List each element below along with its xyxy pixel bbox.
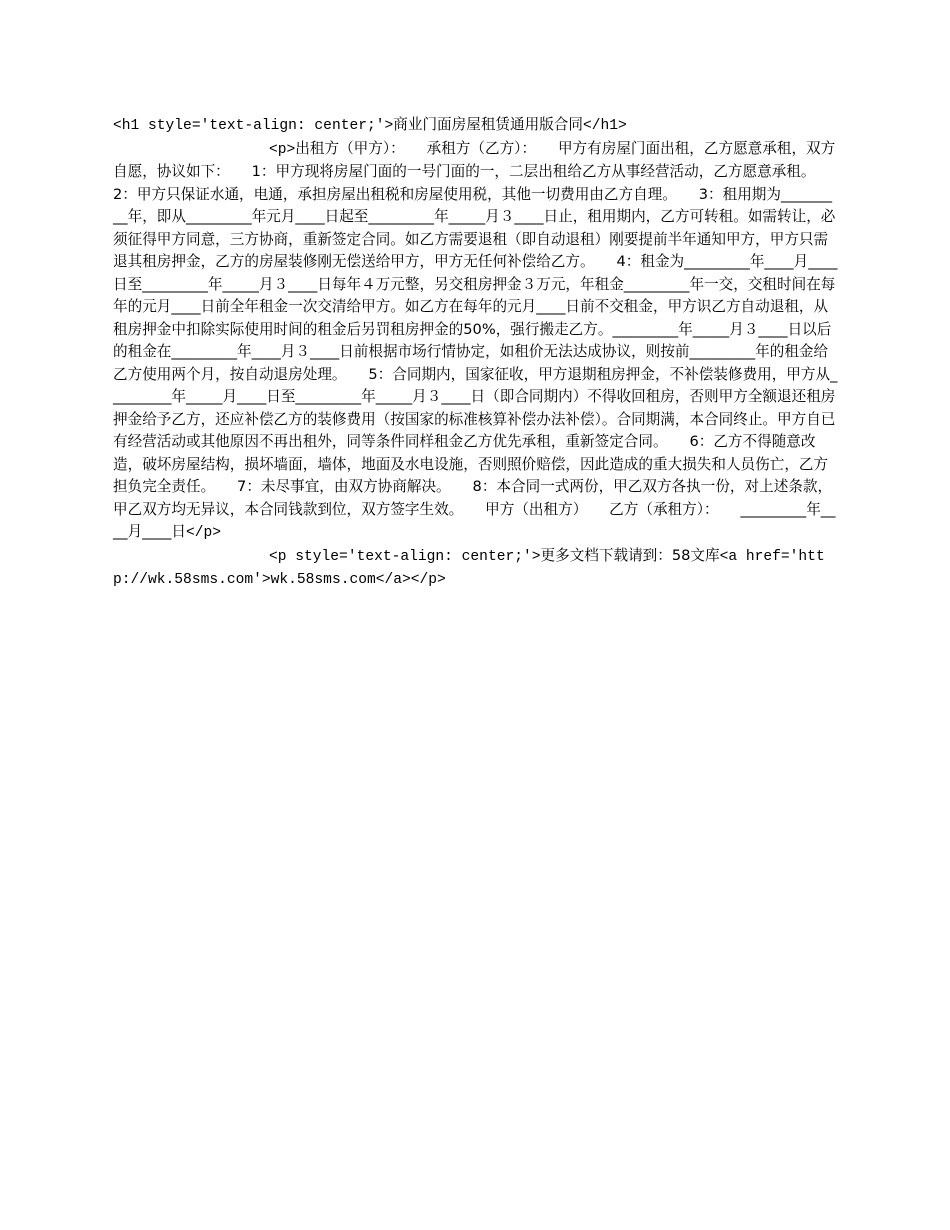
heading-line	[113, 114, 839, 138]
document-title: 商业门面房屋租赁通用版合同	[393, 116, 583, 133]
body-open-tag: <p>	[269, 141, 296, 158]
contract-body-text: 出租方（甲方）： 承租方（乙方）： 甲方有房屋门面出租，乙方愿意承租，双方自愿，协议如下： 1：甲方现将房屋门面的一号门面的一，二层出租给乙方从事经营活动，乙方愿意承租。 2：甲方只保证水通，电通，承担房屋出租税和房屋使用税，其他一切费用由乙方自理。 3：租用期为_________年，即从_________年元月____日起至_________年_____月３____日止，租用期内，乙方可转租。如需转让，必须征得甲方同意，三方协商，重新签定合同。如乙方需要退租（即自动退租）刚要提前半年通知甲方，甲方只需退其租房押金，乙方的房屋装修刚无偿送给甲方，甲方无任何补偿给乙方。 4：租金为_________年____月____日至_________年_____月３____日每年４万元整，另交租房押金３万元，年租金_________年一交，交租时间在每年的元月____日前全年租金一次交清给甲方。如乙方在每年的元月____日前不交租金，甲方识乙方自动退租，从租房押金中扣除实际使用时间的租金后另罚租房押金的50%，强行搬走乙方。_________年_____月３____日以后的租金在_________年____月３____日前根据市场行情协定，如租价无法达成协议，则按前_________年的租金给乙方使用两个月，按自动退房处理。 5：合同期内，国家征收，甲方退期租房押金，不补偿装修费用，甲方从_________年_____月____日至_________年_____月３____日（即合同期内）不得收回租房，否则甲方全额退还租房押金给予乙方，还应补偿乙方的装修费用（按国家的标准核算补偿办法补偿）。合同期满，本合同终止。甲方自已有经营活动或其他原因不再出租外，同等条件同样租金乙方优先承租，重新签定合同。 6：乙方不得随意改造，破坏房屋结构，损坏墙面，墙体，地面及水电设施，否则照价赔偿，因此造成的重大损失和人员伤亡，乙方担负完全责任。 7：未尽事宜，由双方协商解决。 8：本合同一式两份，甲乙双方各执一份，对上述条款，甲乙双方均无异议，本合同钱款到位，双方签字生效。 甲方（出租方） 乙方（承租方）： _________年____月____日	[113, 139, 838, 540]
footer-text: 更多文档下载请到：58文库	[540, 546, 720, 564]
footer-open-tag: <p style='text-align: center;'>	[269, 548, 541, 565]
footer-paragraph	[113, 545, 839, 592]
footer-link-text: wk.58sms.com	[270, 572, 376, 588]
heading-close-tag: </h1>	[582, 118, 627, 134]
footer-close-tag: </p>	[410, 572, 446, 588]
contract-body	[113, 138, 839, 545]
footer-link-open-tag: <a href='http://wk.58sms.com'>	[113, 548, 825, 588]
document-page	[113, 114, 839, 592]
footer-link-close-tag: </a>	[375, 572, 411, 588]
heading-open-tag: <h1 style='text-align: center;'>	[113, 118, 394, 134]
body-close-tag: </p>	[185, 525, 222, 541]
